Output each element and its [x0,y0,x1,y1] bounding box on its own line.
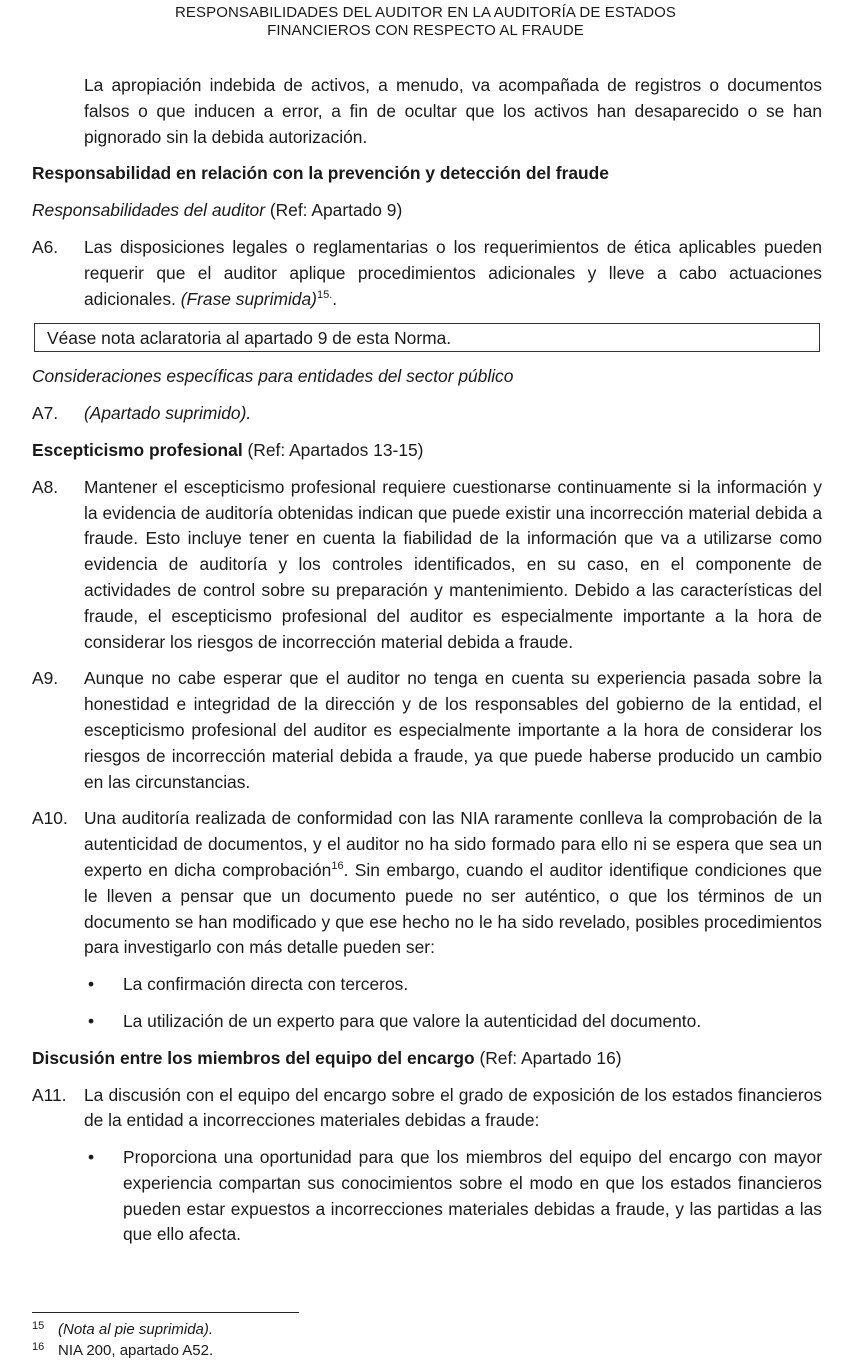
subsection-title: Responsabilidades del auditor [32,200,265,221]
a6-tail: . [332,288,338,309]
paragraph-text: Aunque no cabe esperar que el auditor no tenga en cuenta su experiencia pasada sobre la honestidad e integridad de la dirección y de los responsables del gobierno de la entidad, el escepticismo profesional del auditor es especialmente importante a la hora de considerar los riesgos de incorrección material debida a fraude, ya que puede haberse producido un cambio en las circunstancias. [84,668,822,792]
list-item-text: La utilización de un experto para que valore la autenticidad del documento. [123,1010,702,1031]
a6-text: Las disposiciones legales o reglamentarias o los requerimientos de ética aplicables pueden requerir que el auditor aplique procedimientos adicionales y lleve a cabo actuaciones adicionales. [84,236,822,309]
a6-italic-note: (Frase suprimida) [180,288,317,309]
paragraph-a7 [32,401,822,427]
footnote-16 [32,1340,822,1361]
paragraph-a9 [32,666,822,795]
paragraph-number: A11. [32,1084,67,1105]
section-title-prevention: Responsabilidad en relación con la prevención y detección del fraude [32,163,609,184]
section-discussion [32,1046,822,1072]
bullet-icon: • [88,1147,95,1168]
footnotes [32,1312,822,1361]
paragraph-a10 [32,806,822,961]
section-ref: (Ref: Apartado 16) [474,1047,622,1068]
bullet-icon: • [88,974,95,995]
section-ref: (Ref: Apartados 13-15) [242,439,424,460]
list-item [84,1145,822,1248]
bullet-icon: • [88,1010,95,1031]
subsection-ref: (Ref: Apartado 9) [265,200,403,221]
paragraph-number: A8. [32,476,59,497]
footnote-text: (Nota al pie suprimida). [58,1321,214,1338]
header-line-1: RESPONSABILIDADES DEL AUDITOR EN LA AUDITORÍA DE ESTADOS [174,4,677,21]
page-header [0,4,851,40]
section-title-discussion: Discusión entre los miembros del equipo del encargo [32,1047,475,1068]
list-item-text: Proporciona una oportunidad para que los miembros del equipo del encargo con mayor experiencia compartan sus conocimientos sobre el modo en que los estados financieros pueden estar expuestos a incorrecciones materiales debidas a fraude, y las partidas a las que ello afecta. [123,1147,822,1245]
a10-text-after: . Sin embargo, cuando el auditor identifique condiciones que le lleven a pensar que un documento puede no ser auténtico, o que los términos de un documento se han modificado y que ese hecho no le ha sido revelado, posibles procedimientos para investigarlo con más detalle pueden ser: [84,859,823,958]
paragraph-text: Mantener el escepticismo profesional requiere cuestionarse continuamente si la información y la evidencia de auditoría obtenidas indican que puede existir una incorrección material debida a fraude. Esto incluye tener en cuenta la fiabilidad de la información que va a utilizarse como evidencia de auditoría y los controles identificados, en su caso, en el componente de actividades de control sobre su preparación y mantenimiento. Debido a las características del fraude, el escepticismo profesional del auditor es especialmente importante a la hora de considerar los riesgos de incorrección material debida a fraude. [84,476,822,652]
paragraph-text: (Apartado suprimido). [84,403,252,424]
paragraph-number: A10. [32,808,68,829]
document-body [32,73,822,1259]
footnote-number: 16 [32,1341,45,1353]
paragraph-text [84,235,822,312]
section-skepticism [32,438,822,464]
note-box: Véase nota aclaratoria al apartado 9 de esta Norma. [34,323,820,352]
subsection-public-sector: Consideraciones específicas para entidades del sector público [32,366,514,387]
a10-text-before: Una auditoría realizada de conformidad con las NIA raramente conlleva la comprobación de la autenticidad de documentos, y el auditor no ha sido formado para ello ni se espera que sea un experto en dicha comprobación [84,808,822,880]
footnote-ref-16[interactable]: 16 [331,860,344,873]
footnote-divider [32,1312,299,1313]
header-line-2: FINANCIEROS CON RESPECTO AL FRAUDE [267,22,584,39]
list-item-text: La confirmación directa con terceros. [123,974,409,995]
paragraph-a11 [32,1083,822,1135]
paragraph-a8 [32,475,822,656]
footnote-15 [32,1319,822,1340]
paragraph-text: La discusión con el equipo del encargo sobre el grado de exposición de los estados financieros de la entidad a incorrecciones materiales debidas a fraude: [84,1084,822,1131]
list-item [84,972,822,998]
subsection-auditor-responsibilities [32,198,822,224]
footnote-ref-15[interactable]: 15. [316,288,333,301]
paragraph-number: A7. [32,403,59,424]
intro-paragraph: La apropiación indebida de activos, a menudo, va acompañada de registros o documentos falsos o que inducen a error, a fin de ocultar que los activos han desaparecido o se han pignorado sin la debida autorización. [84,75,822,147]
paragraph-a6 [32,235,822,312]
footnote-text: NIA 200, apartado A52. [58,1342,214,1359]
paragraph-number: A9. [32,668,59,689]
footnote-number: 15 [32,1320,45,1332]
paragraph-number: A6. [32,236,59,257]
paragraph-text [84,806,822,961]
list-item [84,1009,822,1035]
section-title-skepticism: Escepticismo profesional [32,439,243,460]
